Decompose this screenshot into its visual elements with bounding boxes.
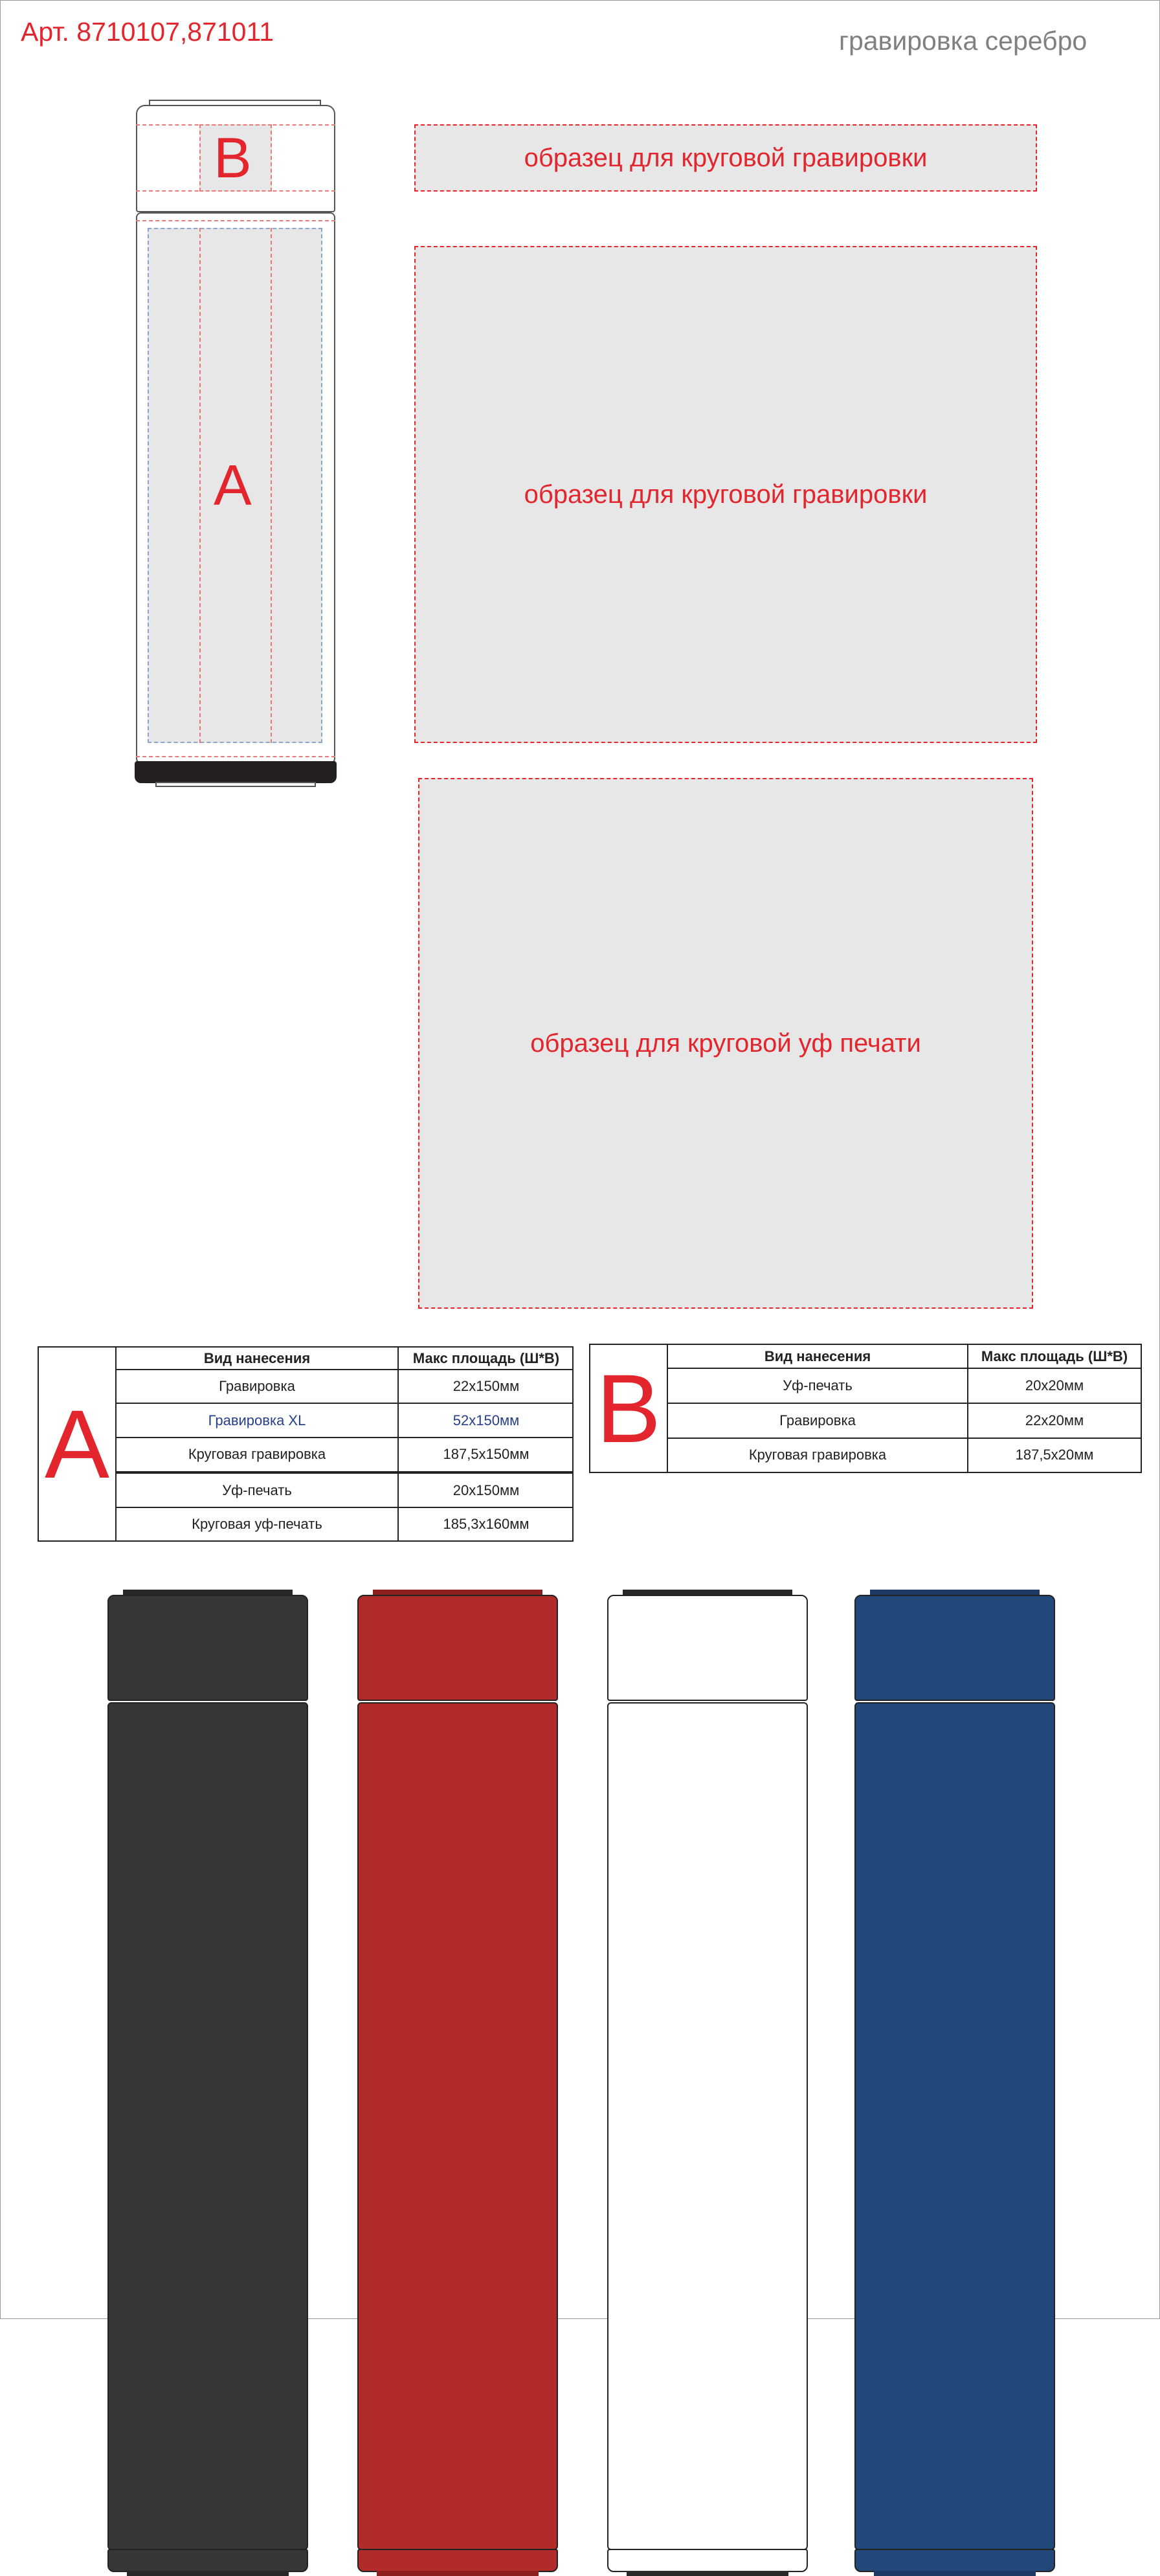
bottle-body (357, 1702, 558, 2550)
table-row (117, 1507, 574, 1540)
cell-area: 52x150мм (398, 1403, 574, 1437)
cell-method: Гравировка (117, 1370, 398, 1403)
table-a-grid (117, 1348, 574, 1540)
header-max-area: Макс площадь (Ш*В) (398, 1348, 574, 1370)
cell-area: 22x150мм (398, 1370, 574, 1403)
bottle-base (854, 2549, 1055, 2572)
table-b-grid (668, 1345, 1141, 1472)
table-row (668, 1368, 1141, 1403)
header-method: Вид нанесения (117, 1348, 398, 1370)
bottle-cap (357, 1595, 558, 1701)
table-row (117, 1438, 574, 1472)
cell-area: 187,5x150мм (398, 1438, 574, 1472)
sample-circular-uv-print (418, 778, 1033, 1309)
cell-area: 20x20мм (968, 1368, 1141, 1403)
cell-area: 187,5x20мм (968, 1438, 1141, 1472)
drawing-base (135, 761, 337, 783)
sample-label: образец для круговой уф печати (530, 1028, 921, 1058)
table-a-letter: A (39, 1348, 117, 1540)
bottle-base-rim (874, 2571, 1036, 2576)
table-row (117, 1403, 574, 1437)
drawing-base-rim (155, 782, 316, 787)
cell-method: Круговая гравировка (117, 1438, 398, 1472)
zone-b-letter: B (214, 126, 252, 190)
bottle-cap (607, 1595, 808, 1701)
sample-label: образец для круговой гравировки (524, 480, 928, 509)
article-number: Арт. 8710107,871011 (21, 17, 274, 47)
application-method-note: гравировка серебро (839, 26, 1088, 56)
header-method: Вид нанесения (668, 1345, 968, 1368)
header-max-area: Макс площадь (Ш*В) (968, 1345, 1141, 1368)
bottle-base-rim (627, 2571, 788, 2576)
cell-area: 20x150мм (398, 1472, 574, 1507)
table-row (668, 1438, 1141, 1472)
cell-method: Уф-печать (117, 1472, 398, 1507)
table-b-letter: B (590, 1345, 668, 1472)
bottle-base-rim (377, 2571, 539, 2576)
cell-area: 185,3x160мм (398, 1507, 574, 1540)
bottle-base (607, 2549, 808, 2572)
bottle-cap (107, 1595, 308, 1701)
cell-method: Уф-печать (668, 1368, 968, 1403)
bottle-base-rim (127, 2571, 289, 2576)
cell-method: Гравировка XL (117, 1403, 398, 1437)
table-row (117, 1370, 574, 1403)
sample-label: образец для круговой гравировки (524, 143, 928, 172)
bottle-body (107, 1702, 308, 2550)
table-row (668, 1403, 1141, 1438)
application-table-a (38, 1346, 574, 1542)
table-row (117, 1472, 574, 1507)
cell-method: Гравировка (668, 1403, 968, 1438)
sample-circular-engraving-top (414, 124, 1037, 192)
bottle-cap (854, 1595, 1055, 1701)
bottle-body (607, 1702, 808, 2550)
cell-method: Круговая уф-печать (117, 1507, 398, 1540)
bottle-base (357, 2549, 558, 2572)
cell-method: Круговая гравировка (668, 1438, 968, 1472)
bottle-base (107, 2549, 308, 2572)
sample-circular-engraving-body (414, 246, 1037, 743)
zone-a-letter: A (214, 453, 252, 517)
cell-area: 22x20мм (968, 1403, 1141, 1438)
bottle-body (854, 1702, 1055, 2550)
application-table-b (589, 1344, 1142, 1473)
